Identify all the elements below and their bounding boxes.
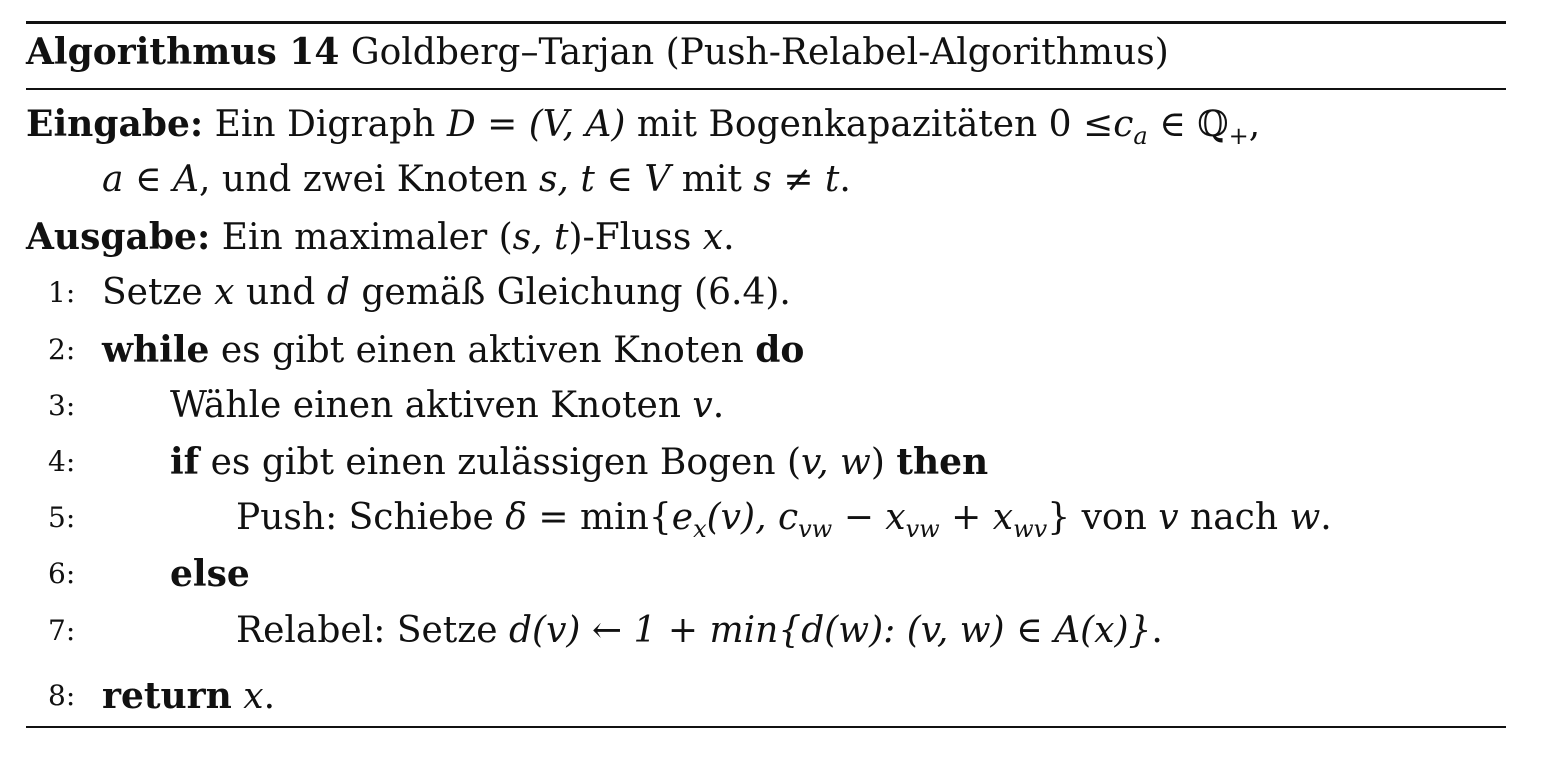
input-math-2e: s ≠ t xyxy=(753,159,840,200)
step-3-text: Wähle einen aktiven Knoten xyxy=(170,385,681,426)
step-text xyxy=(102,271,791,315)
input-text-2b: , und zwei Knoten xyxy=(199,159,528,200)
step-number: 1: xyxy=(48,276,76,309)
keyword-if: if xyxy=(170,441,200,483)
step-1-c: und xyxy=(245,272,316,313)
step-5-von: von xyxy=(1081,497,1147,538)
keyword-do: do xyxy=(755,329,805,371)
step-5-v: v xyxy=(1158,497,1179,538)
step-5-e-sub: x xyxy=(693,515,707,543)
input-math-1d: c xyxy=(1113,104,1134,145)
step-5-c: (v), c xyxy=(706,497,799,538)
top-rule xyxy=(26,21,1506,24)
input-line-2 xyxy=(102,158,851,202)
step-5-c-sub: vw xyxy=(798,515,833,543)
step-5-min: = min{ xyxy=(538,497,672,538)
step-number: 5: xyxy=(48,501,76,534)
step-5-x2-sub: wv xyxy=(1013,515,1048,543)
step-number: 6: xyxy=(48,557,76,590)
output-text-e: . xyxy=(723,217,735,258)
input-text-2d: mit xyxy=(681,159,742,200)
step-5-close: } xyxy=(1047,497,1071,538)
step-text xyxy=(170,552,250,597)
step-text xyxy=(170,440,988,485)
input-math-1e-sub: + xyxy=(1228,122,1249,150)
step-3-var: v xyxy=(692,385,713,426)
step-4-var: v, w xyxy=(801,442,871,483)
step-number: 3: xyxy=(48,389,76,422)
step-5-w: w xyxy=(1289,497,1321,538)
step-7-end: . xyxy=(1151,610,1163,651)
step-4-text: es gibt einen zulässigen Bogen ( xyxy=(210,442,802,483)
step-1-a: Setze xyxy=(102,272,203,313)
algorithm-label: Algorithmus 14 xyxy=(26,31,340,73)
step-text xyxy=(102,674,275,719)
keyword-return: return xyxy=(102,675,232,717)
keyword-then: then xyxy=(896,441,989,483)
input-math-2a: a ∈ A xyxy=(102,159,199,200)
keyword-while: while xyxy=(102,329,210,371)
input-text-1a: Ein Digraph xyxy=(214,104,436,145)
step-2-text: es gibt einen aktiven Knoten xyxy=(220,330,744,371)
input-text-1c: mit Bogenkapazitäten 0 ≤ xyxy=(636,104,1114,145)
step-5-x2: + x xyxy=(951,497,1014,538)
step-5-x1-sub: vw xyxy=(905,515,940,543)
input-text-1f: , xyxy=(1248,104,1261,145)
step-7-relabel: Relabel: Setze xyxy=(236,610,498,651)
input-math-1b: D = (V, A) xyxy=(446,104,626,145)
step-8-var: x xyxy=(243,676,264,717)
bottom-rule xyxy=(26,726,1506,728)
step-5-x1: − x xyxy=(843,497,906,538)
step-5-delta: δ xyxy=(505,497,527,538)
step-4-close: ) xyxy=(870,442,885,483)
step-text xyxy=(102,328,804,373)
input-math-2c: s, t ∈ V xyxy=(538,159,671,200)
algorithm-title: Goldberg–Tarjan (Push-Relabel-Algorithmus) xyxy=(350,32,1169,73)
step-7-formula: d(v) ← 1 + min{d(w): (v, w) ∈ A(x)} xyxy=(508,610,1152,651)
step-5-nach: nach xyxy=(1190,497,1279,538)
step-number: 7: xyxy=(48,614,76,647)
output-text-a: Ein maximaler ( xyxy=(221,217,513,258)
step-8-end: . xyxy=(263,676,276,717)
step-5-push: Push: Schiebe xyxy=(236,497,494,538)
step-number: 4: xyxy=(48,445,76,478)
step-1-e: gemäß Gleichung (6.4). xyxy=(361,272,791,313)
algorithm-header xyxy=(26,30,1169,75)
step-text xyxy=(236,609,1163,653)
output-text-c: )-Fluss xyxy=(568,217,692,258)
input-math-1e: ∈ ℚ xyxy=(1159,104,1229,145)
step-5-e: e xyxy=(671,497,694,538)
step-1-var-x: x xyxy=(214,272,235,313)
step-number: 2: xyxy=(48,333,76,366)
input-label: Eingabe: xyxy=(26,103,204,145)
header-rule xyxy=(26,88,1506,90)
input-text-2f: . xyxy=(839,159,851,200)
input-math-1d-sub: a xyxy=(1133,122,1148,150)
step-5-end: . xyxy=(1320,497,1332,538)
step-text xyxy=(236,496,1332,543)
step-3-end: . xyxy=(712,385,725,426)
output-math-b: s, t xyxy=(512,217,569,258)
input-line-1 xyxy=(26,102,1260,150)
step-text xyxy=(170,384,724,428)
keyword-else: else xyxy=(170,553,250,595)
step-number: 8: xyxy=(48,679,76,712)
step-1-var-d: d xyxy=(326,272,350,313)
output-line xyxy=(26,215,735,260)
output-math-d: x xyxy=(702,217,724,258)
output-label: Ausgabe: xyxy=(26,216,211,258)
